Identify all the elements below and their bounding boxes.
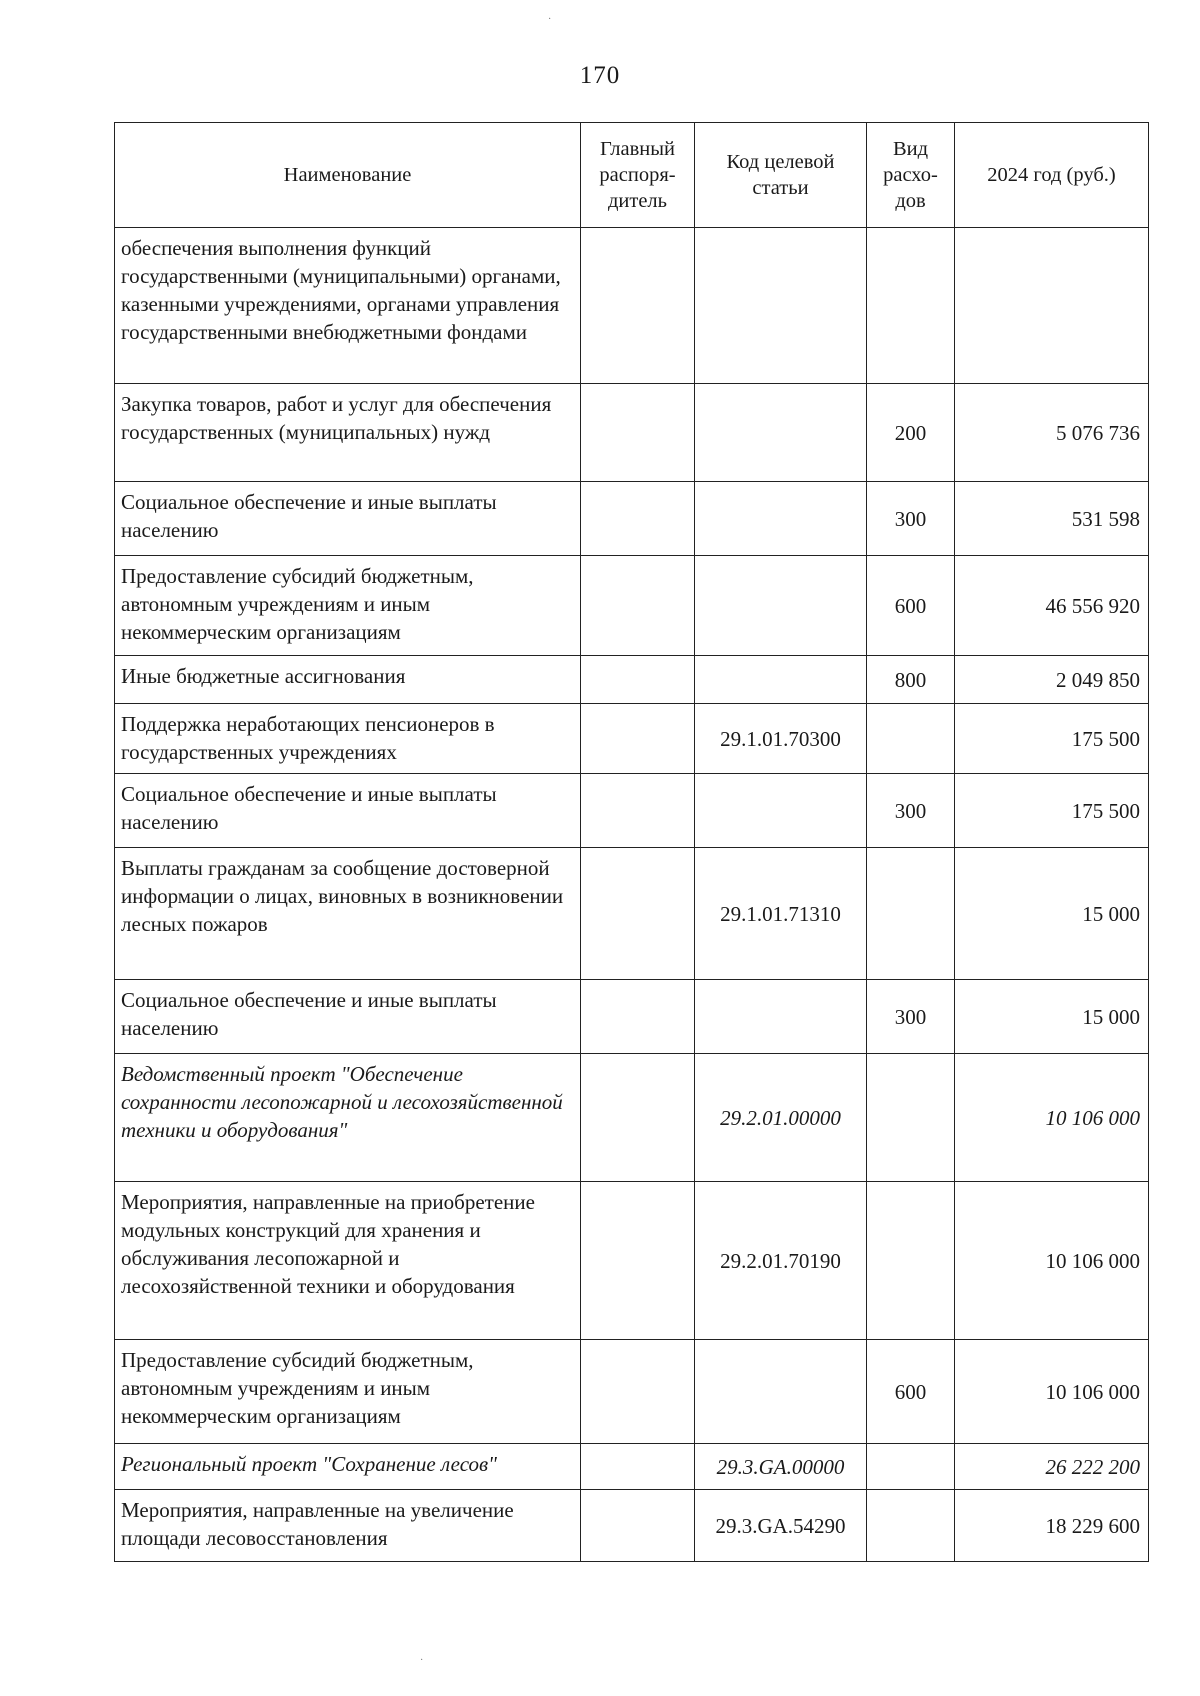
row-name-cell: Иные бюджетные ассигнования — [115, 656, 581, 704]
table-row — [115, 1182, 1149, 1340]
header-name: Наименование — [115, 123, 581, 228]
table-header-row — [115, 123, 1149, 228]
row-manager-cell — [581, 1490, 695, 1562]
table-row — [115, 656, 1149, 704]
row-vid-cell — [867, 1444, 955, 1490]
row-vid-cell — [867, 1490, 955, 1562]
row-code-cell: 29.3.GA.54290 — [695, 1490, 867, 1562]
row-sum-cell: 15 000 — [955, 848, 1149, 980]
row-vid-cell — [867, 704, 955, 774]
row-vid-cell — [867, 228, 955, 384]
row-manager-cell — [581, 848, 695, 980]
row-vid-cell: 600 — [867, 556, 955, 656]
row-vid-cell — [867, 1182, 955, 1340]
table-row — [115, 1490, 1149, 1562]
row-code-cell — [695, 656, 867, 704]
scan-speck: · — [420, 1655, 424, 1666]
table-row — [115, 228, 1149, 384]
row-name-cell: обеспечения выполнения функций государственными (муниципальными) органами, казенными учреждениями, органами управления государственными внебюджетными фондами — [115, 228, 581, 384]
row-code-cell — [695, 980, 867, 1054]
row-manager-cell — [581, 980, 695, 1054]
row-manager-cell — [581, 704, 695, 774]
row-sum-cell: 175 500 — [955, 774, 1149, 848]
row-manager-cell — [581, 228, 695, 384]
row-manager-cell — [581, 556, 695, 656]
row-vid-cell: 300 — [867, 980, 955, 1054]
row-code-cell: 29.1.01.71310 — [695, 848, 867, 980]
header-sum: 2024 год (руб.) — [955, 123, 1149, 228]
row-manager-cell — [581, 774, 695, 848]
table-body — [115, 228, 1149, 1562]
row-manager-cell — [581, 656, 695, 704]
table-row — [115, 704, 1149, 774]
table-row — [115, 1054, 1149, 1182]
row-sum-cell: 46 556 920 — [955, 556, 1149, 656]
row-code-cell — [695, 384, 867, 482]
row-name-cell: Выплаты гражданам за сообщение достоверной информации о лицах, виновных в возникновении лесных пожаров — [115, 848, 581, 980]
row-name-cell: Социальное обеспечение и иные выплаты населению — [115, 980, 581, 1054]
row-name-cell: Региональный проект "Сохранение лесов" — [115, 1444, 581, 1490]
row-sum-cell: 18 229 600 — [955, 1490, 1149, 1562]
row-vid-cell — [867, 1054, 955, 1182]
row-code-cell — [695, 774, 867, 848]
budget-table — [114, 122, 1149, 1562]
page-number: 170 — [579, 62, 621, 89]
row-sum-cell: 10 106 000 — [955, 1054, 1149, 1182]
row-sum-cell: 5 076 736 — [955, 384, 1149, 482]
row-name-cell: Мероприятия, направленные на увеличение площади лесовосстановления — [115, 1490, 581, 1562]
table-row — [115, 774, 1149, 848]
row-vid-cell: 600 — [867, 1340, 955, 1444]
table-row — [115, 980, 1149, 1054]
row-name-cell: Предоставление субсидий бюджетным, автономным учреждениям и иным некоммерческим организациям — [115, 1340, 581, 1444]
row-manager-cell — [581, 482, 695, 556]
row-code-cell — [695, 482, 867, 556]
row-manager-cell — [581, 1340, 695, 1444]
row-sum-cell: 10 106 000 — [955, 1182, 1149, 1340]
table-row — [115, 556, 1149, 656]
row-sum-cell — [955, 228, 1149, 384]
row-code-cell — [695, 556, 867, 656]
table-row — [115, 848, 1149, 980]
row-sum-cell: 10 106 000 — [955, 1340, 1149, 1444]
row-sum-cell: 15 000 — [955, 980, 1149, 1054]
row-sum-cell: 26 222 200 — [955, 1444, 1149, 1490]
row-manager-cell — [581, 1444, 695, 1490]
row-sum-cell: 531 598 — [955, 482, 1149, 556]
row-vid-cell: 300 — [867, 482, 955, 556]
header-manager: Главный распоря-дитель — [581, 123, 695, 228]
row-name-cell: Социальное обеспечение и иные выплаты населению — [115, 774, 581, 848]
row-code-cell: 29.2.01.00000 — [695, 1054, 867, 1182]
row-name-cell: Поддержка неработающих пенсионеров в государственных учреждениях — [115, 704, 581, 774]
row-name-cell: Мероприятия, направленные на приобретение модульных конструкций для хранения и обслуживания лесопожарной и лесохозяйственной техники и оборудования — [115, 1182, 581, 1340]
row-vid-cell: 200 — [867, 384, 955, 482]
scan-speck: · — [548, 14, 552, 25]
header-vid: Вид расхо-дов — [867, 123, 955, 228]
table-row — [115, 482, 1149, 556]
row-name-cell: Закупка товаров, работ и услуг для обеспечения государственных (муниципальных) нужд — [115, 384, 581, 482]
header-code: Код целевой статьи — [695, 123, 867, 228]
row-code-cell: 29.3.GA.00000 — [695, 1444, 867, 1490]
row-code-cell: 29.1.01.70300 — [695, 704, 867, 774]
budget-table-container — [114, 122, 1148, 1562]
row-manager-cell — [581, 1054, 695, 1182]
table-row — [115, 1340, 1149, 1444]
row-name-cell: Предоставление субсидий бюджетным, автономным учреждениям и иным некоммерческим организациям — [115, 556, 581, 656]
row-manager-cell — [581, 1182, 695, 1340]
table-row — [115, 384, 1149, 482]
row-code-cell: 29.2.01.70190 — [695, 1182, 867, 1340]
row-manager-cell — [581, 384, 695, 482]
row-vid-cell — [867, 848, 955, 980]
row-code-cell — [695, 228, 867, 384]
row-vid-cell: 800 — [867, 656, 955, 704]
row-name-cell: Ведомственный проект "Обеспечение сохранности лесопожарной и лесохозяйственной техники и оборудования" — [115, 1054, 581, 1182]
row-sum-cell: 2 049 850 — [955, 656, 1149, 704]
row-code-cell — [695, 1340, 867, 1444]
row-sum-cell: 175 500 — [955, 704, 1149, 774]
row-name-cell: Социальное обеспечение и иные выплаты населению — [115, 482, 581, 556]
table-row — [115, 1444, 1149, 1490]
row-vid-cell: 300 — [867, 774, 955, 848]
